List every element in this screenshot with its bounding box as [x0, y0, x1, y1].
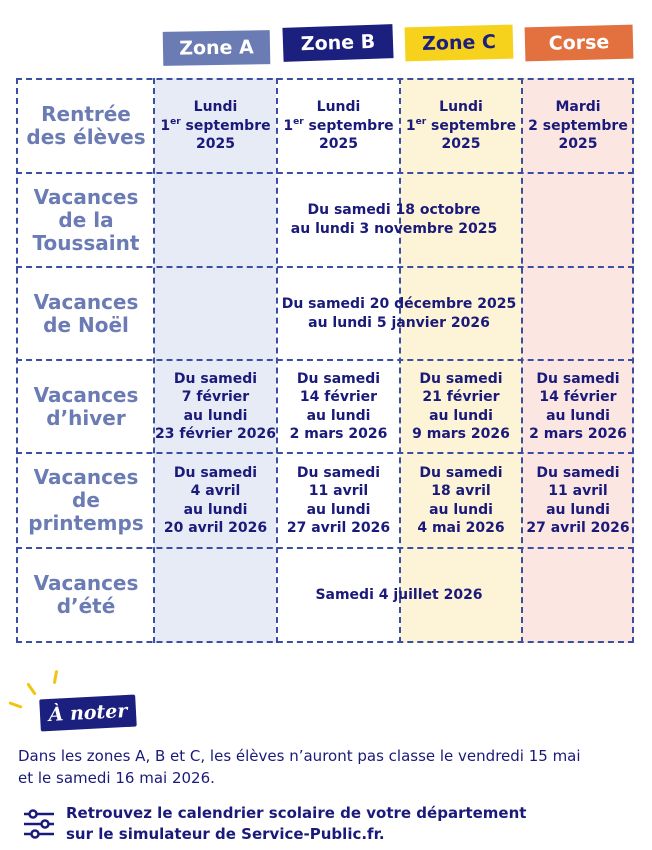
highlight-ray	[8, 701, 22, 709]
rentree-zone-c	[401, 80, 521, 172]
printemps-zone-b: Du samedi 11 avril au lundi 27 avril 2026	[286, 464, 391, 536]
highlight-ray	[26, 682, 36, 695]
note-line-1: Dans les zones A, B et C, les élèves n’auront pas classe le vendredi 15 mai	[18, 747, 581, 765]
highlight-ray	[53, 670, 58, 684]
cell-date: 1er septembre	[160, 116, 271, 134]
simulator-link[interactable]	[66, 803, 526, 845]
sliders-icon	[22, 808, 56, 840]
zone-c-header: Zone C	[405, 25, 514, 62]
row-label-noel: Vacances de Noël	[33, 289, 139, 337]
noel-all-zones	[155, 268, 643, 359]
row-label-hiver: Vacances d’hiver	[33, 382, 139, 430]
zone-a-header: Zone A	[163, 30, 271, 66]
cell-day: Lundi	[439, 99, 483, 116]
link-line-1: Retrouvez le calendrier scolaire de votre département	[66, 804, 527, 822]
cell-date: 2 septembre	[528, 117, 628, 134]
note-line-2: et le samedi 16 mai 2026.	[18, 769, 215, 787]
cell-date: 1er septembre	[283, 116, 394, 134]
ete-all-zones	[155, 549, 643, 641]
cell-year: 2025	[319, 136, 358, 153]
cell-year: 2025	[196, 136, 235, 153]
cell-year: 2025	[441, 136, 481, 153]
cell-day: Mardi	[555, 99, 601, 116]
zone-b-header: Zone B	[282, 24, 393, 62]
note-badge: À noter	[39, 695, 137, 732]
row-label-printemps: Vacances de printemps	[28, 465, 144, 535]
printemps-corse: Du samedi 11 avril au lundi 27 avril 2026	[526, 464, 630, 536]
printemps-zone-c: Du samedi 18 avril au lundi 4 mai 2026	[417, 464, 505, 536]
cell-day: Lundi	[193, 99, 238, 116]
hiver-zone-b: Du samedi 14 février au lundi 2 mars 2026	[289, 370, 388, 442]
printemps-zone-a: Du samedi 4 avril au lundi 20 avril 2026	[163, 464, 268, 536]
rentree-zone-a	[155, 80, 276, 172]
rentree-corse	[523, 80, 633, 172]
corse-header: Corse	[525, 25, 634, 62]
note-text	[18, 745, 638, 789]
toussaint-line-1: Du samedi 18 octobre	[307, 202, 481, 218]
cell-date: 1er septembre	[405, 116, 517, 134]
rentree-zone-b	[278, 80, 399, 172]
cell-day: Lundi	[316, 99, 361, 116]
hiver-corse: Du samedi 14 février au lundi 2 mars 2026	[529, 370, 627, 442]
row-label-toussaint: Vacances de la Toussaint	[32, 184, 140, 255]
ete-line-1: Samedi 4 juillet 2026	[315, 586, 483, 603]
row-label-ete: Vacances d’été	[33, 571, 139, 618]
toussaint-all-zones	[155, 174, 633, 266]
hiver-zone-c: Du samedi 21 février au lundi 9 mars 2026	[412, 370, 510, 442]
noel-line-1: Du samedi 20 décembre 2025	[281, 295, 517, 312]
cell-year: 2025	[558, 136, 598, 153]
toussaint-line-2: au lundi 3 novembre 2025	[290, 221, 498, 237]
link-line-2: sur le simulateur de Service-Public.fr.	[66, 825, 385, 843]
hiver-zone-a: Du samedi 7 février au lundi 23 février 2026	[155, 370, 277, 442]
row-label-rentree: Rentrée des élèves	[26, 102, 146, 149]
noel-line-2: au lundi 5 janvier 2026	[308, 314, 490, 331]
